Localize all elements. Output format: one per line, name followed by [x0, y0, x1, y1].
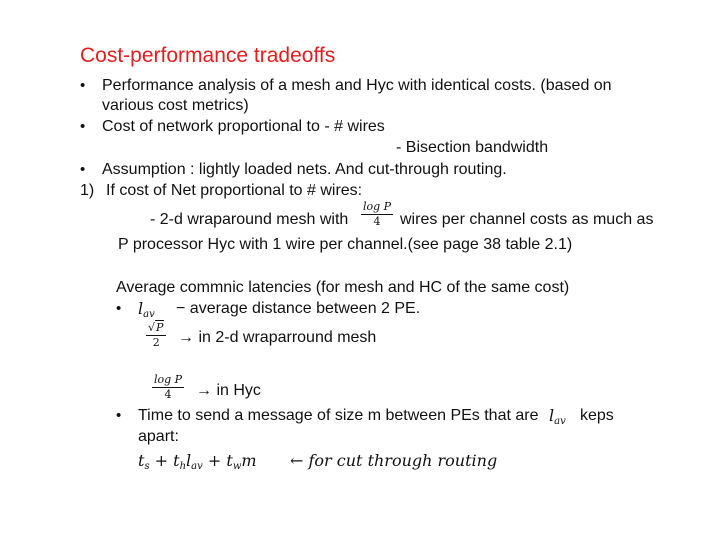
formula-tw-sub: w — [232, 461, 242, 472]
formula-tw: t — [226, 451, 233, 470]
slide-title: Cost-performance tradeoffs — [80, 44, 336, 67]
mesh-suffix: wires per channel costs as much as — [400, 211, 654, 228]
latency-heading: Average commnic latencies (for mesh and HC of the same cost) — [116, 279, 570, 296]
bullet-dot: • — [116, 300, 122, 317]
sqrt-radicand: P — [156, 321, 164, 334]
formula-plus: + — [149, 451, 174, 470]
formula-lav-sub: av — [191, 461, 203, 472]
formula-plus: + — [202, 451, 227, 470]
formula-ts: t — [138, 451, 145, 470]
lav-symbol-inline — [549, 406, 566, 432]
bullet-dot: • — [116, 407, 122, 424]
bullet2-line1: Cost of network proportional to - # wires — [102, 118, 385, 135]
formula-m: m — [241, 451, 257, 470]
time-line1-b: keps — [580, 407, 614, 424]
fraction-numerator: log P — [363, 200, 392, 213]
time-line2: apart: — [138, 428, 179, 445]
item1-text: If cost of Net proportional to # wires: — [106, 182, 363, 199]
time-line1-a: Time to send a message of size m between PEs that are — [138, 407, 539, 424]
fraction-logp-over-4-hyc — [152, 374, 184, 401]
formula-th-sub: h — [179, 461, 187, 472]
mesh-arrow-text: → in 2-d wraparround mesh — [178, 329, 377, 346]
formula-lav: l — [186, 451, 192, 470]
fraction-denominator: 4 — [164, 388, 172, 401]
formula-th: t — [173, 451, 180, 470]
formula-note: ← for cut through routing — [290, 451, 498, 470]
lav-l: l — [138, 299, 144, 318]
lav-l: l — [549, 406, 555, 425]
sqrt-numerator — [146, 322, 166, 336]
bullet-dot: • — [80, 118, 86, 135]
lav-subscript: av — [554, 416, 566, 427]
formula-ts-sub: s — [144, 461, 150, 472]
bullet-dot: • — [80, 77, 86, 94]
fraction-numerator: log P — [154, 373, 183, 386]
mesh-prefix: - 2-d wraparound mesh with — [150, 211, 349, 228]
hyc-line: P processor Hyc with 1 wire per channel.(see page 38 table 2.1) — [118, 236, 573, 253]
bullet1-line1: Performance analysis of a mesh and Hyc with identical costs. (based on — [102, 77, 612, 94]
lav-description: − average distance between 2 PE. — [176, 300, 421, 317]
lav-subscript: av — [143, 309, 155, 320]
bullet3-text: Assumption : lightly loaded nets. And cut-through routing. — [102, 161, 507, 178]
bullet1-line2: various cost metrics) — [102, 97, 249, 114]
item1-number: 1) — [80, 182, 95, 199]
latency-formula — [138, 451, 257, 477]
bullet2-line2: - Bisection bandwidth — [396, 139, 549, 156]
fraction-denominator: 2 — [152, 336, 160, 349]
fraction-denominator: 4 — [373, 215, 381, 228]
hyc-arrow-text: → in Hyc — [196, 382, 261, 399]
bullet-dot: • — [80, 161, 86, 178]
fraction-logp-over-4 — [361, 201, 393, 228]
fraction-sqrtp-over-2 — [146, 322, 166, 349]
sqrt-symbol: √ — [148, 321, 156, 334]
